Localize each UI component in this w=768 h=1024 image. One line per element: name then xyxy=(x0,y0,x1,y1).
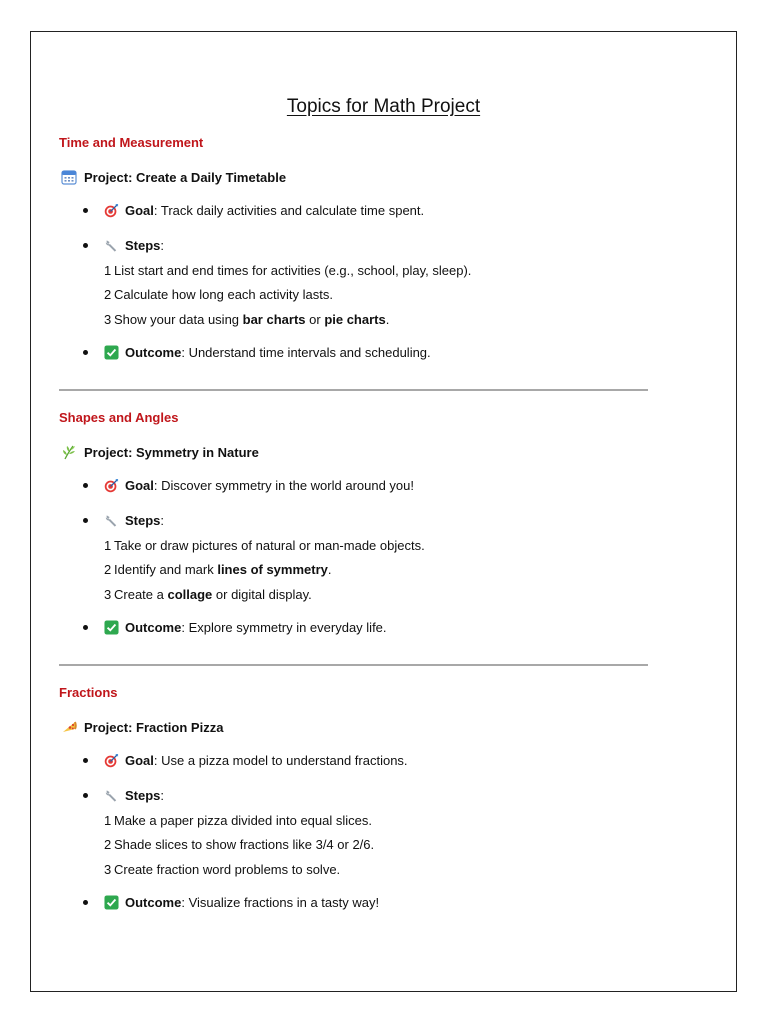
step-item xyxy=(104,862,340,877)
goal-text: : Use a pizza model to understand fractions. xyxy=(153,753,408,768)
target-icon xyxy=(104,203,119,218)
step-emphasis: lines of symmetry xyxy=(217,562,328,577)
outcome-label: Outcome xyxy=(125,345,182,360)
step-item xyxy=(104,813,372,828)
step-item xyxy=(104,312,389,327)
bullet-dot xyxy=(83,208,88,213)
project-title xyxy=(61,719,223,735)
outcome-text: : Visualize fractions in a tasty way! xyxy=(181,895,380,910)
step-item xyxy=(104,837,374,852)
goal-item xyxy=(83,478,414,493)
step-emphasis: bar charts xyxy=(242,312,306,327)
bullet-dot xyxy=(83,793,88,798)
step-number: 2 xyxy=(104,837,112,852)
project-title-text: Project: Fraction Pizza xyxy=(84,719,224,735)
check-mark-icon xyxy=(104,345,119,360)
target-icon xyxy=(104,753,119,768)
step-text: Create a xyxy=(114,587,168,602)
step-number: 1 xyxy=(104,263,112,278)
bullet-dot xyxy=(83,900,88,905)
steps-item xyxy=(83,513,164,528)
section-divider xyxy=(59,389,648,391)
step-text: . xyxy=(385,312,390,327)
steps-label: Steps xyxy=(125,788,161,803)
step-number: 1 xyxy=(104,813,112,828)
goal-label: Goal xyxy=(125,478,154,493)
goal-text: : Track daily activities and calculate time spent. xyxy=(153,203,425,218)
wrench-icon xyxy=(104,513,119,528)
bullet-dot xyxy=(83,518,88,523)
outcome-text: : Explore symmetry in everyday life. xyxy=(181,620,387,635)
wrench-icon xyxy=(104,238,119,253)
page-title: Topics for Math Project xyxy=(286,96,481,117)
steps-item xyxy=(83,788,164,803)
goal-item xyxy=(83,753,408,768)
project-title xyxy=(61,444,259,460)
step-emphasis: pie charts xyxy=(324,312,386,327)
bullet-dot xyxy=(83,483,88,488)
steps-suffix: : xyxy=(160,238,165,253)
step-text: List start and end times for activities (e.g., school, play, sleep). xyxy=(114,263,472,278)
bullet-dot xyxy=(83,243,88,248)
project-title xyxy=(61,169,286,185)
step-text: or xyxy=(305,312,325,327)
goal-label: Goal xyxy=(125,753,154,768)
step-number: 1 xyxy=(104,538,112,553)
wrench-icon xyxy=(104,788,119,803)
bullet-dot xyxy=(83,350,88,355)
project-title-text: Project: Symmetry in Nature xyxy=(84,444,259,460)
section-heading: Shapes and Angles xyxy=(59,410,179,425)
outcome-text: : Understand time intervals and scheduling. xyxy=(181,345,431,360)
bullet-dot xyxy=(83,625,88,630)
steps-suffix: : xyxy=(160,788,165,803)
outcome-item xyxy=(83,620,387,635)
goal-item xyxy=(83,203,424,218)
step-text: Create fraction word problems to solve. xyxy=(114,862,341,877)
check-mark-icon xyxy=(104,620,119,635)
step-text: . xyxy=(327,562,332,577)
step-text: Calculate how long each activity lasts. xyxy=(114,287,333,302)
goal-label: Goal xyxy=(125,203,154,218)
step-number: 2 xyxy=(104,562,112,577)
step-number: 3 xyxy=(104,587,112,602)
bullet-dot xyxy=(83,758,88,763)
step-item xyxy=(104,263,471,278)
step-text: Make a paper pizza divided into equal slices. xyxy=(114,813,372,828)
project-title-text: Project: Create a Daily Timetable xyxy=(84,169,287,185)
outcome-item xyxy=(83,895,379,910)
step-number: 2 xyxy=(104,287,112,302)
step-emphasis: collage xyxy=(167,587,213,602)
steps-label: Steps xyxy=(125,513,161,528)
section-heading: Time and Measurement xyxy=(59,135,204,150)
step-item xyxy=(104,538,425,553)
steps-label: Steps xyxy=(125,238,161,253)
outcome-label: Outcome xyxy=(125,895,182,910)
pizza-icon xyxy=(61,719,77,735)
calendar-icon xyxy=(61,169,77,185)
section-divider xyxy=(59,664,648,666)
target-icon xyxy=(104,478,119,493)
step-item xyxy=(104,287,333,302)
goal-text: : Discover symmetry in the world around you! xyxy=(153,478,415,493)
steps-suffix: : xyxy=(160,513,165,528)
step-text: Shade slices to show fractions like 3/4 or 2/6. xyxy=(114,837,375,852)
step-item xyxy=(104,587,312,602)
outcome-item xyxy=(83,345,431,360)
step-text: or digital display. xyxy=(212,587,312,602)
step-item xyxy=(104,562,332,577)
herb-icon xyxy=(61,444,77,460)
step-number: 3 xyxy=(104,862,112,877)
step-text: Identify and mark xyxy=(114,562,218,577)
steps-item xyxy=(83,238,164,253)
section-heading: Fractions xyxy=(59,685,118,700)
step-number: 3 xyxy=(104,312,112,327)
step-text: Show your data using xyxy=(114,312,243,327)
step-text: Take or draw pictures of natural or man-made objects. xyxy=(114,538,425,553)
outcome-label: Outcome xyxy=(125,620,182,635)
check-mark-icon xyxy=(104,895,119,910)
